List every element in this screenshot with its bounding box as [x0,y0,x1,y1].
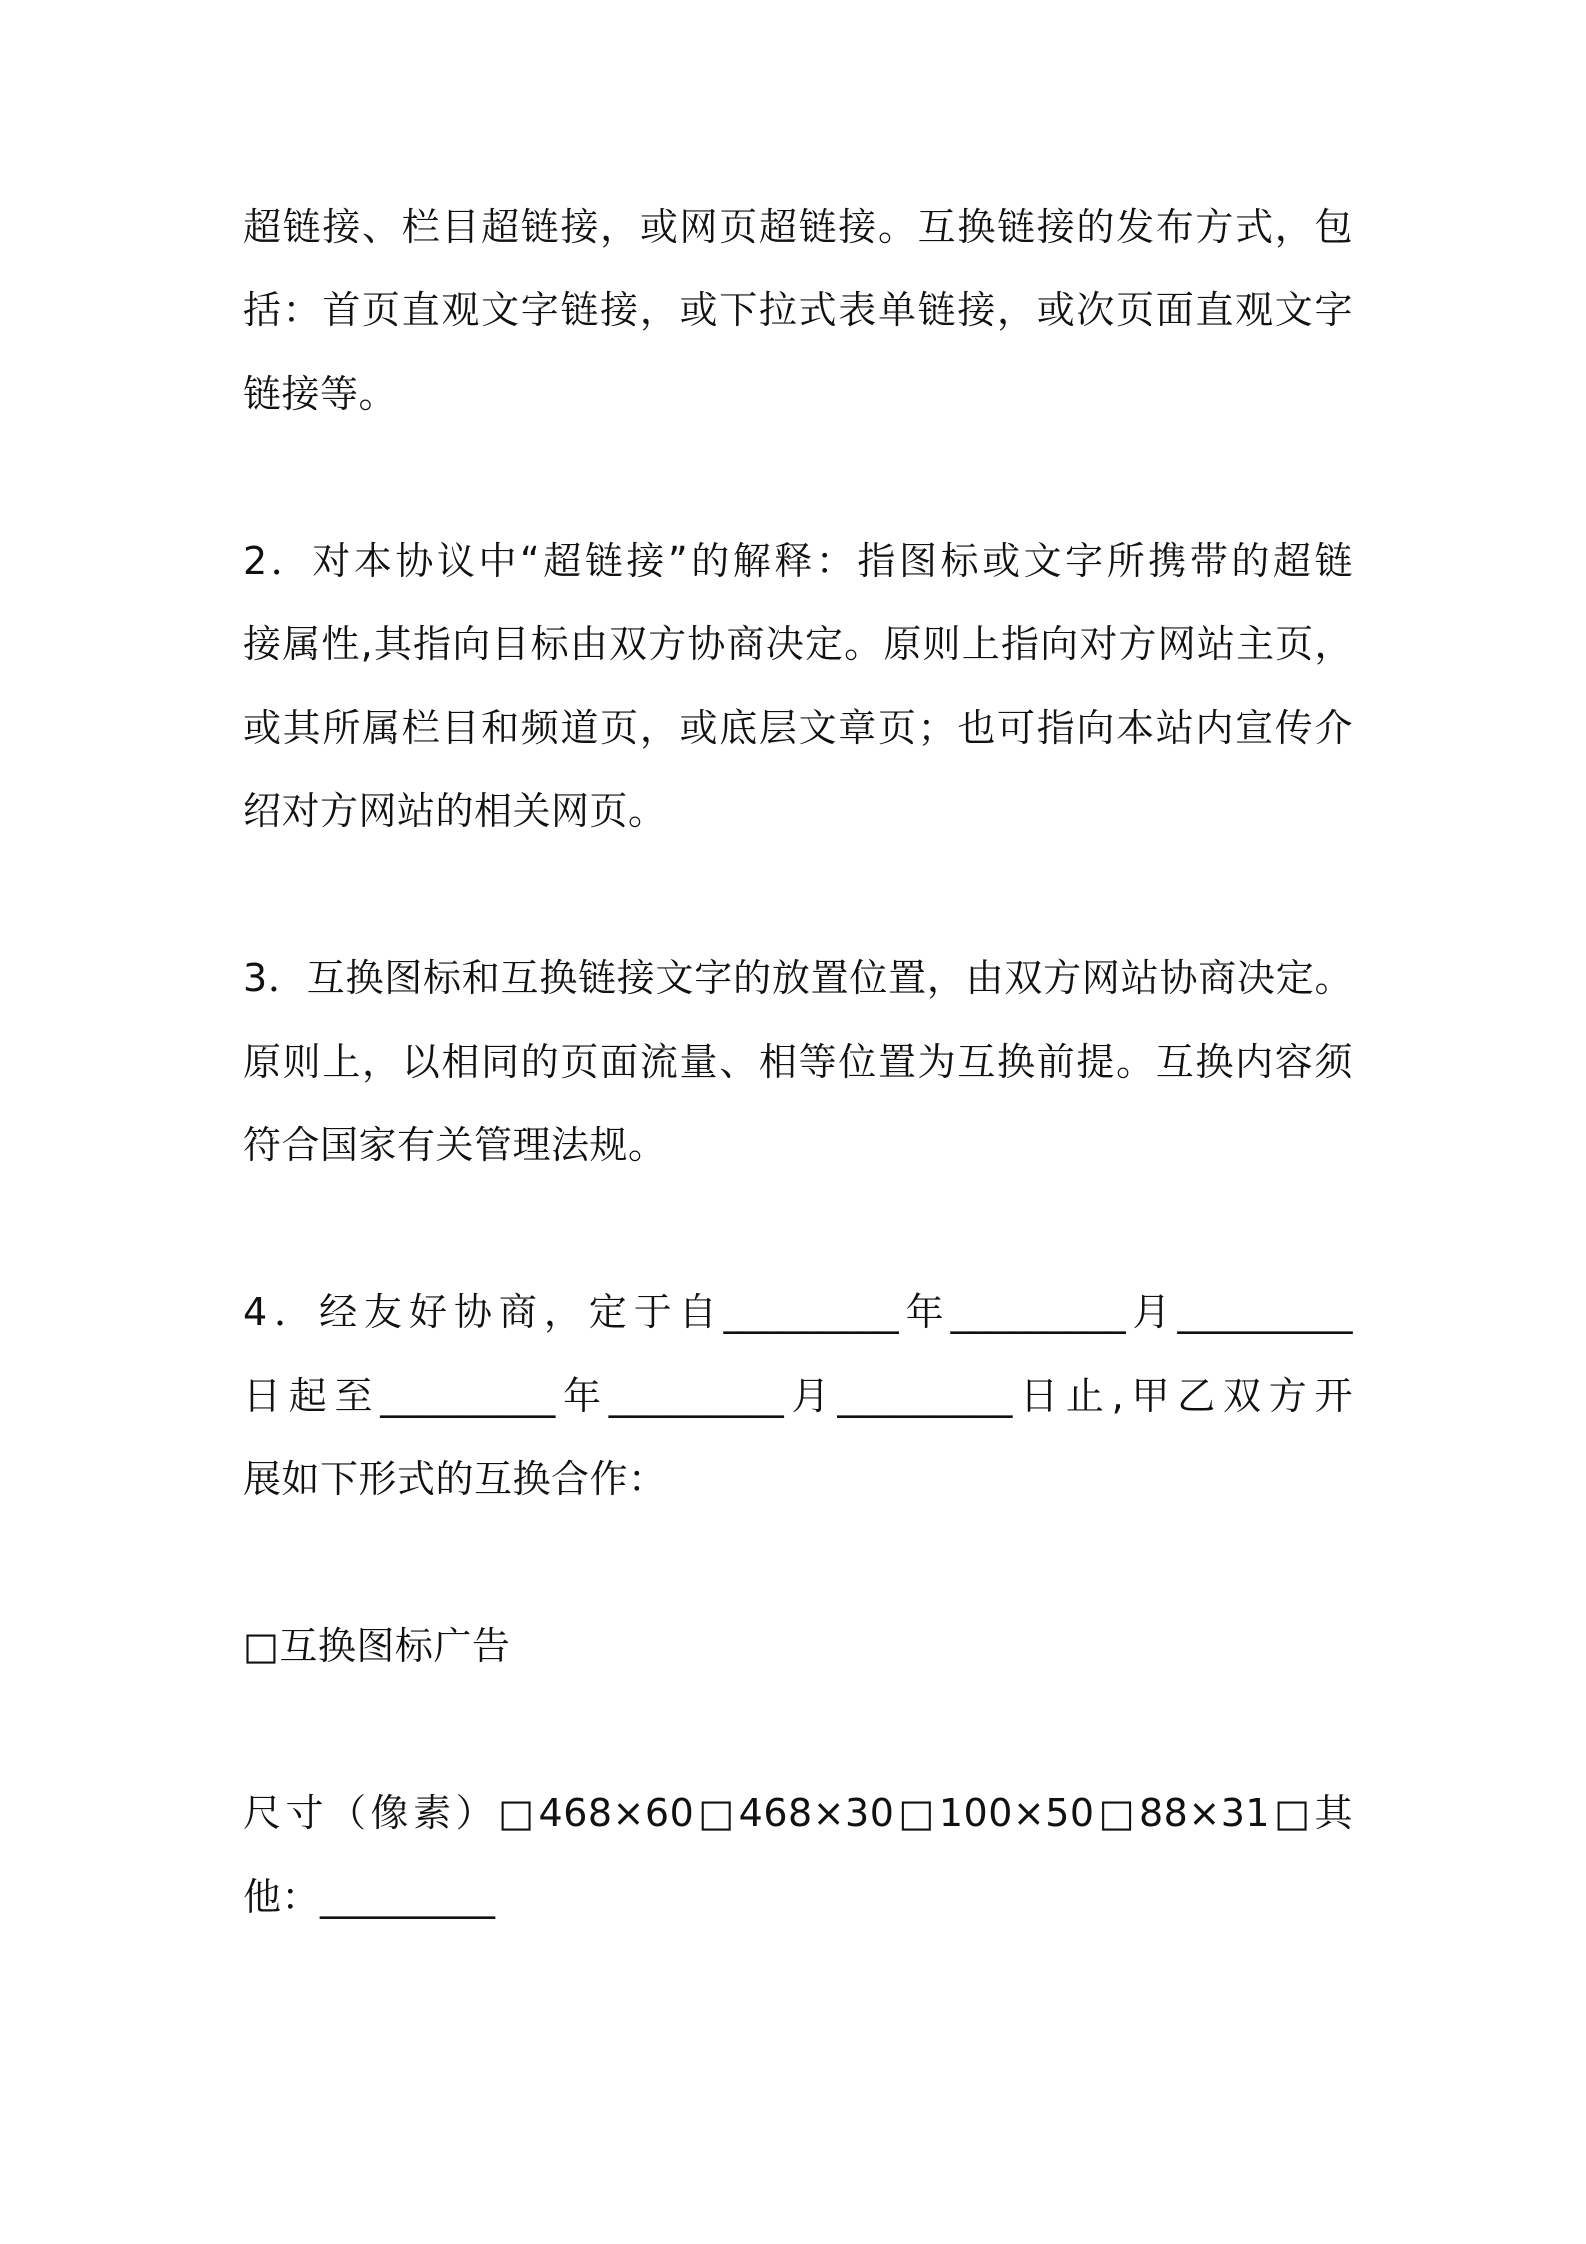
paragraph-2-line-4: 绍对方网站的相关网页。 [243,789,667,833]
size-options-line-1: 尺寸（像素）□468×60□468×30□100×50□88×31□其 [243,1791,1353,1835]
paragraph-2-line-2: 接属性,其指向目标由双方协商决定。原则上指向对方网站主页， [243,622,1353,666]
paragraph-1-line-1: 超链接、栏目超链接，或网页超链接。互换链接的发布方式，包 [243,205,1353,249]
icon-ad-option: □互换图标广告 [243,1624,511,1668]
paragraph-4-line-2: 日起至_________年_________月_________日止,甲乙双方开 [243,1374,1353,1418]
paragraph-2-line-3: 或其所属栏目和频道页，或底层文章页；也可指向本站内宣传介 [243,706,1353,750]
paragraph-3-line-2: 原则上，以相同的页面流量、相等位置为互换前提。互换内容须 [243,1040,1353,1084]
paragraph-1-line-3: 链接等。 [243,372,398,416]
paragraph-4-line-1: 4．经友好协商，定于自_________年_________月_________ [243,1290,1353,1334]
paragraph-3-line-3: 符合国家有关管理法规。 [243,1123,667,1167]
paragraph-2-line-1: 2．对本协议中“超链接”的解释：指图标或文字所携带的超链 [243,539,1353,583]
paragraph-3-line-1: 3．互换图标和互换链接文字的放置位置，由双方网站协商决定。 [243,956,1353,1000]
paragraph-1-line-2: 括：首页直观文字链接，或下拉式表单链接，或次页面直观文字 [243,288,1353,332]
paragraph-4-line-3: 展如下形式的互换合作： [243,1457,667,1501]
size-options-line-2: 他：_________ [243,1875,496,1919]
